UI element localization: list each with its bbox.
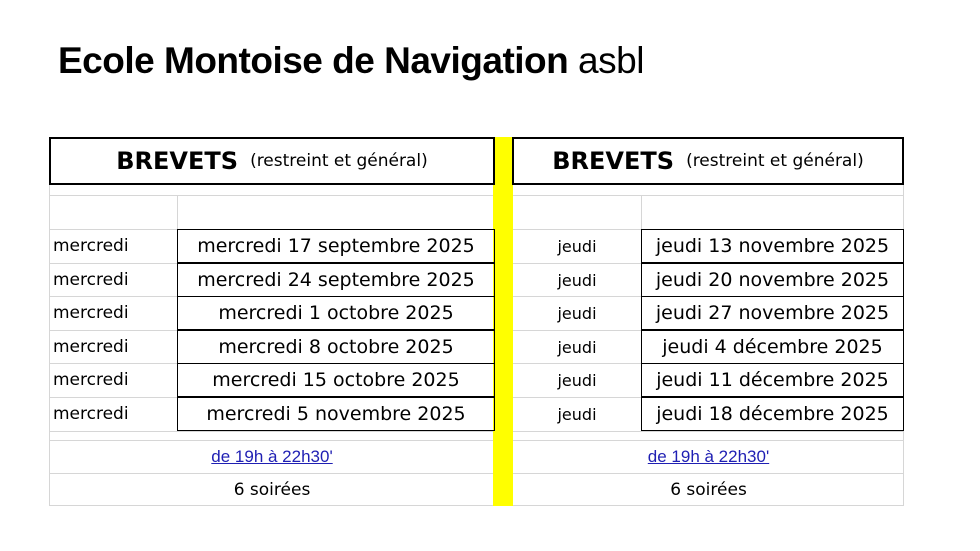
left-date-6: mercredi 5 novembre 2025 xyxy=(177,397,495,431)
left-hours-link[interactable]: de 19h à 22h30' xyxy=(211,447,333,466)
left-date-2: mercredi 24 septembre 2025 xyxy=(177,263,495,297)
left-header-title: BREVETS xyxy=(116,147,239,175)
right-header-subtitle: (restreint et général) xyxy=(686,151,864,171)
left-day-2: mercredi xyxy=(53,270,129,290)
right-day-3: jeudi xyxy=(557,303,597,323)
title-suffix: asbl xyxy=(578,40,644,81)
right-header xyxy=(512,137,904,185)
right-day-1: jeudi xyxy=(557,236,597,256)
left-day-3: mercredi xyxy=(53,303,129,323)
right-date-6: jeudi 18 décembre 2025 xyxy=(641,397,904,431)
right-date-5: jeudi 11 décembre 2025 xyxy=(641,363,904,397)
left-day-6: mercredi xyxy=(53,404,129,424)
right-date-3: jeudi 27 novembre 2025 xyxy=(641,296,904,330)
left-date-1: mercredi 17 septembre 2025 xyxy=(177,229,495,263)
left-sessions-count: 6 soirées xyxy=(233,479,311,500)
page-title xyxy=(58,40,644,82)
left-day-5: mercredi xyxy=(53,370,129,390)
right-day-4: jeudi xyxy=(557,337,597,357)
right-header-title: BREVETS xyxy=(552,147,675,175)
left-date-4: mercredi 8 octobre 2025 xyxy=(177,330,495,364)
right-day-2: jeudi xyxy=(557,270,597,290)
left-header xyxy=(49,137,495,185)
title-bold: Ecole Montoise de Navigation xyxy=(58,40,569,81)
right-day-6: jeudi xyxy=(557,404,597,424)
right-day-5: jeudi xyxy=(557,370,597,390)
right-date-1: jeudi 13 novembre 2025 xyxy=(641,229,904,263)
left-day-1: mercredi xyxy=(53,236,129,256)
right-hours-link[interactable]: de 19h à 22h30' xyxy=(647,447,770,466)
left-date-3: mercredi 1 octobre 2025 xyxy=(177,296,495,330)
right-date-2: jeudi 20 novembre 2025 xyxy=(641,263,904,297)
left-day-4: mercredi xyxy=(53,337,129,357)
right-sessions-count: 6 soirées xyxy=(670,479,747,500)
left-header-subtitle: (restreint et général) xyxy=(250,151,428,171)
left-date-5: mercredi 15 octobre 2025 xyxy=(177,363,495,397)
right-date-4: jeudi 4 décembre 2025 xyxy=(641,330,904,364)
schedule-table xyxy=(49,137,904,506)
column-separator xyxy=(493,137,513,506)
